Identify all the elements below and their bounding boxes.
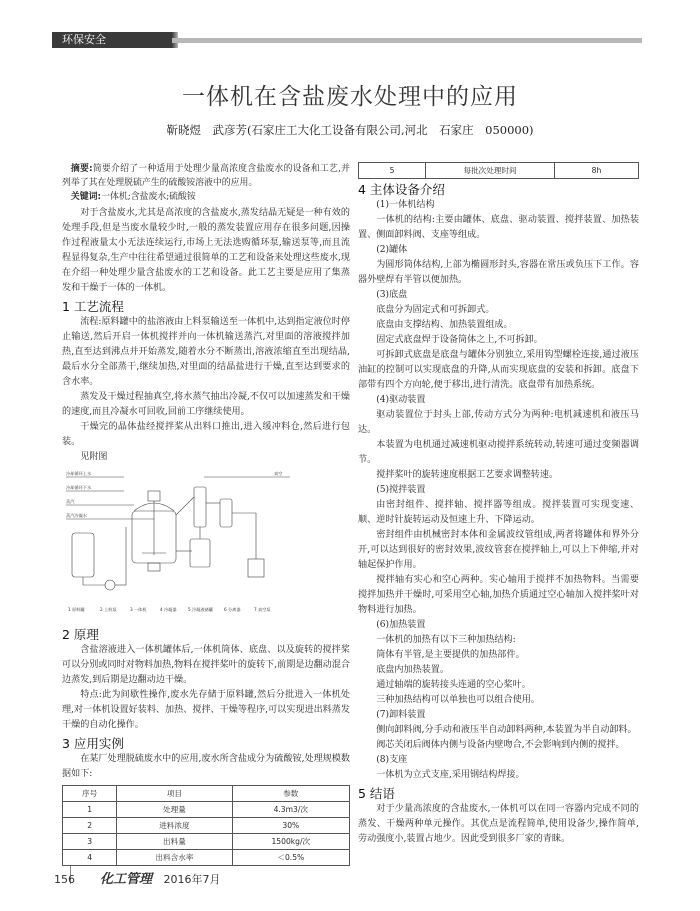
table-cell: 出料量: [117, 834, 232, 850]
process-paragraph-3: 干燥完的晶体盐经搅拌桨从出料口推出,进入缓冲料仓,然后进行包装。: [62, 422, 350, 447]
banner-rule: [172, 38, 642, 43]
separator: [220, 499, 232, 527]
legend-7: 7 真空泵: [254, 607, 271, 612]
label-cooling-in: 冷却循环上水: [66, 471, 92, 476]
equip-s3-a: 底盘分为固定式和可拆卸式。: [376, 305, 495, 315]
equip-s3-d: 可拆卸式底盘是底盘与罐体分别独立,采用钩型螺栓连接,通过液压油缸的控制可以实现底盘的升降,从而实现底盘的安装和拆卸。底盘下部带有四个方向轮,便于移出,进行清洗。底盘带有加热系统。: [358, 350, 639, 390]
equip-s3-c: 固定式底盘焊于设备筒体之上,不可拆卸。: [376, 335, 543, 345]
equip-s6-e: 三种加热结构可以单独也可以组合使用。: [376, 695, 540, 705]
table-header: 序号: [63, 786, 117, 802]
heading-process: 1 工艺流程: [62, 299, 124, 314]
heading-equipment: 4 主体设备介绍: [358, 182, 445, 197]
intro-paragraph: 对于含盐废水,尤其是高浓度的含盐废水,蒸发结晶无疑是一种有效的处理手段,但是当废水量较少时,一般的蒸发装置应用存在很多问题,因操作过程液量太小无法连续运行,市场上无法选购循环泵,输送泵等,而且流程显得复杂,生产中往往希望通过很简单的工艺和设备来处理这些废水,现在介绍一种处理少量含盐废水的工艺和设备。此工艺主要是应用了集蒸发和干燥于一体的一体机。: [62, 208, 350, 293]
table-cell: 出料含水率: [117, 850, 232, 866]
table-row: [63, 802, 350, 818]
equip-s4-a: 驱动装置位于封头上部,传动方式分为两种:电机减速机和液压马达。: [358, 410, 639, 435]
condenser: [194, 487, 206, 527]
table-cell: 1500kg/次: [232, 834, 349, 850]
table-cell: 5: [359, 163, 426, 179]
see-figure: 见附图: [80, 452, 108, 462]
heading-conclusion: 5 结语: [358, 786, 395, 801]
equip-s5-title: (5)搅拌装置: [376, 485, 426, 495]
equip-s4-b: 本装置为电机通过减速机驱动搅拌系统转动,转速可通过变频器调节。: [358, 440, 639, 465]
drive-unit: [148, 491, 160, 501]
equip-s5-a: 由密封组件、搅拌轴、搅拌器等组成。搅拌装置可实现变速、顺、逆时针旋转运动及恒速上升、下降运动。: [358, 500, 639, 525]
machine-support: [148, 563, 160, 571]
equip-s7-a: 侧向卸料阀,分手动和液压半自动卸料两种,本装置为半自动卸料。: [376, 725, 637, 735]
left-column: [62, 162, 350, 866]
equip-s3-title: (3)底盘: [376, 290, 408, 300]
equip-s6-title: (6)加热装置: [376, 620, 426, 630]
table-header: 参数: [232, 786, 349, 802]
keywords-text: 一体机;含盐废水;硫酸铵: [101, 192, 196, 202]
legend-4: 4 冷凝器: [160, 607, 177, 612]
equip-s6-b: 筒体有半管,是主要提供的加热部件。: [376, 650, 525, 660]
equip-s6-d: 通过轴端的旋转接头连通的空心桨叶。: [376, 680, 531, 690]
equip-s6-c: 底盘内加热装置。: [376, 665, 449, 675]
page-footer: [54, 868, 221, 887]
heading-application: 3 应用实例: [62, 736, 124, 751]
equip-s1-text: 一体机的结构:主要由罐体、底盘、驱动装置、搅拌装置、加热装置、侧面卸料阀、支座等组成。: [358, 215, 639, 240]
process-paragraph-2: 蒸发及干燥过程抽真空,将水蒸气抽出冷凝,不仅可以加速蒸发和干燥的速度,而且冷凝水可回收,回前工序继续使用。: [62, 392, 350, 417]
heading-principle: 2 原理: [62, 627, 99, 642]
equip-s2-text: 为圆形筒体结构,上部为椭圆形封头,容器在常压或负压下工作。容器外壁焊有半管以便加热。: [358, 260, 639, 285]
keywords: [62, 190, 350, 205]
keywords-label: 关键词:: [70, 192, 102, 202]
abstract-label: 摘要:: [70, 164, 93, 174]
vapor-line: [176, 497, 194, 515]
data-table-continued: [358, 162, 639, 179]
table-cell: 每批次处理时间: [426, 163, 555, 179]
application-paragraph: 在某厂处理脱硫废水中的应用,废水所含盐成分为硫酸铵,处理规模数据如下:: [62, 754, 350, 779]
process-paragraph-1: 流程:原料罐中的盐溶液由上料泵输送至一体机中,达到指定液位时停止输送,然后开启一体机搅拌并向一体机输送蒸汽,对里面的溶液搅拌加热,直至达到沸点并开始蒸发,随着水分不断蒸出,溶液浓缩直至出现结晶,最后水分全部蒸干,继续加热,对里面的结晶盐进行干燥,直至达到要求的含水率。: [62, 317, 350, 387]
equip-s6-a: 一体机的加热有以下三种加热结构:: [376, 635, 516, 645]
equip-s5-c: 搅拌轴有实心和空心两种。实心轴用于搅拌不加热物料。当需要搅拌加热并干燥时,可采用空心轴,加热介质通过空心轴加入搅拌桨叶对物料进行加热。: [358, 575, 639, 615]
equip-s1-title: (1)一体机结构: [376, 200, 435, 210]
equip-s2-title: (2)罐体: [376, 245, 408, 255]
equip-s8-a: 一体机为立式支座,采用钢结构焊接。: [376, 770, 525, 780]
equip-s7-b: 阀芯关闭后阀体内侧与设备内壁吻合,不会影响到内侧的搅拌。: [376, 740, 625, 750]
table-cell: 1: [63, 802, 117, 818]
table-cell: 3: [63, 834, 117, 850]
principle-paragraph-2: 特点:此为间歇性操作,废水先存储于原料罐,然后分批进入一体机处理,对一体机设置好装料、加热、搅拌、干燥等程序,可以实现进出料蒸发干燥的自动化操作。: [62, 690, 350, 730]
vacuum-pump: [248, 559, 264, 577]
legend-3: 3 一体机: [130, 607, 147, 612]
magazine-logo: 化工管理: [100, 872, 153, 887]
conclusion-paragraph: 对于少量高浓度的含盐废水,一体机可以在同一容器内完成不同的蒸发、干燥两种单元操作。其优点是流程简单,使用设备少,操作简单,劳动强度小,装置占地少。因此受到很多厂家的青睐。: [358, 804, 639, 844]
feed-pump: [105, 580, 115, 590]
page-number: 156: [54, 873, 75, 886]
equip-s5-b: 密封组件由机械密封本体和金属波纹管组成,两者将罐体和界外分开,可以达到很好的密封效果,波纹管套在搅拌轴上,可以上下伸缩,并对轴起保护作用。: [358, 530, 639, 570]
table-cell: ＜0.5%: [232, 850, 349, 866]
table-row: [63, 850, 350, 866]
table-cell: 8h: [554, 163, 638, 179]
table-row: [63, 834, 350, 850]
raw-material-tank: [72, 533, 94, 577]
abstract-text: 简要介绍了一种适用于处理少量高浓度含盐废水的设备和工艺,并列举了其在处理脱硫产生的硫酸铵溶液中的应用。: [62, 164, 350, 188]
equip-s3-b: 底盘由支撑结构、加热装置组成。: [376, 320, 513, 330]
table-cell: 2: [63, 818, 117, 834]
equip-s4-c: 搅拌桨叶的旋转速度根据工艺要求调整转速。: [376, 470, 559, 480]
principle-paragraph-1: 含盐溶液进入一体机罐体后,一体机筒体、底盘、以及旋转的搅拌桨可以分别或同时对物料加热,物料在搅拌桨叶的旋转下,前期是边翻动混合边蒸发,到后期是边翻动边干燥。: [62, 645, 350, 685]
process-flow-diagram: [64, 467, 292, 618]
table-cell: 进料浓度: [117, 818, 232, 834]
legend-6: 6 分离器: [224, 607, 241, 612]
label-steam: 蒸汽: [66, 499, 75, 504]
condensate-tank: [190, 539, 210, 567]
table-cell: 4: [63, 850, 117, 866]
legend-5: 5 冷凝液储罐: [188, 607, 213, 612]
equip-s4-title: (4)驱动装置: [376, 395, 426, 405]
article-title: 一体机在含盐废水处理中的应用: [182, 84, 518, 110]
table-cell: 30%: [232, 818, 349, 834]
label-vacuum: 真空: [274, 471, 283, 476]
equip-s7-title: (7)卸料装置: [376, 710, 426, 720]
legend-2: 2 上料泵: [100, 607, 117, 612]
label-steam-condensate: 蒸汽冷凝水: [66, 513, 87, 518]
right-column: [358, 162, 639, 847]
table-row: [63, 818, 350, 834]
label-cooling-out: 冷却循环下水: [66, 485, 92, 490]
issue-date: 2016年7月: [163, 873, 221, 886]
table-cell: 4.3m3/次: [232, 802, 349, 818]
section-label: 环保安全: [62, 33, 106, 46]
table-header-row: [63, 786, 350, 802]
data-table: [62, 785, 350, 866]
legend-1: 1 原料罐: [68, 607, 85, 612]
abstract: [62, 162, 350, 190]
table-row: [359, 163, 639, 179]
table-header: 项目: [117, 786, 232, 802]
section-banner: [52, 32, 172, 48]
table-cell: 处理量: [117, 802, 232, 818]
equip-s8-title: (8)支座: [376, 755, 408, 765]
article-authors: 靳晓煜 武彦芳(石家庄工大化工设备有限公司,河北 石家庄 050000): [166, 123, 534, 137]
